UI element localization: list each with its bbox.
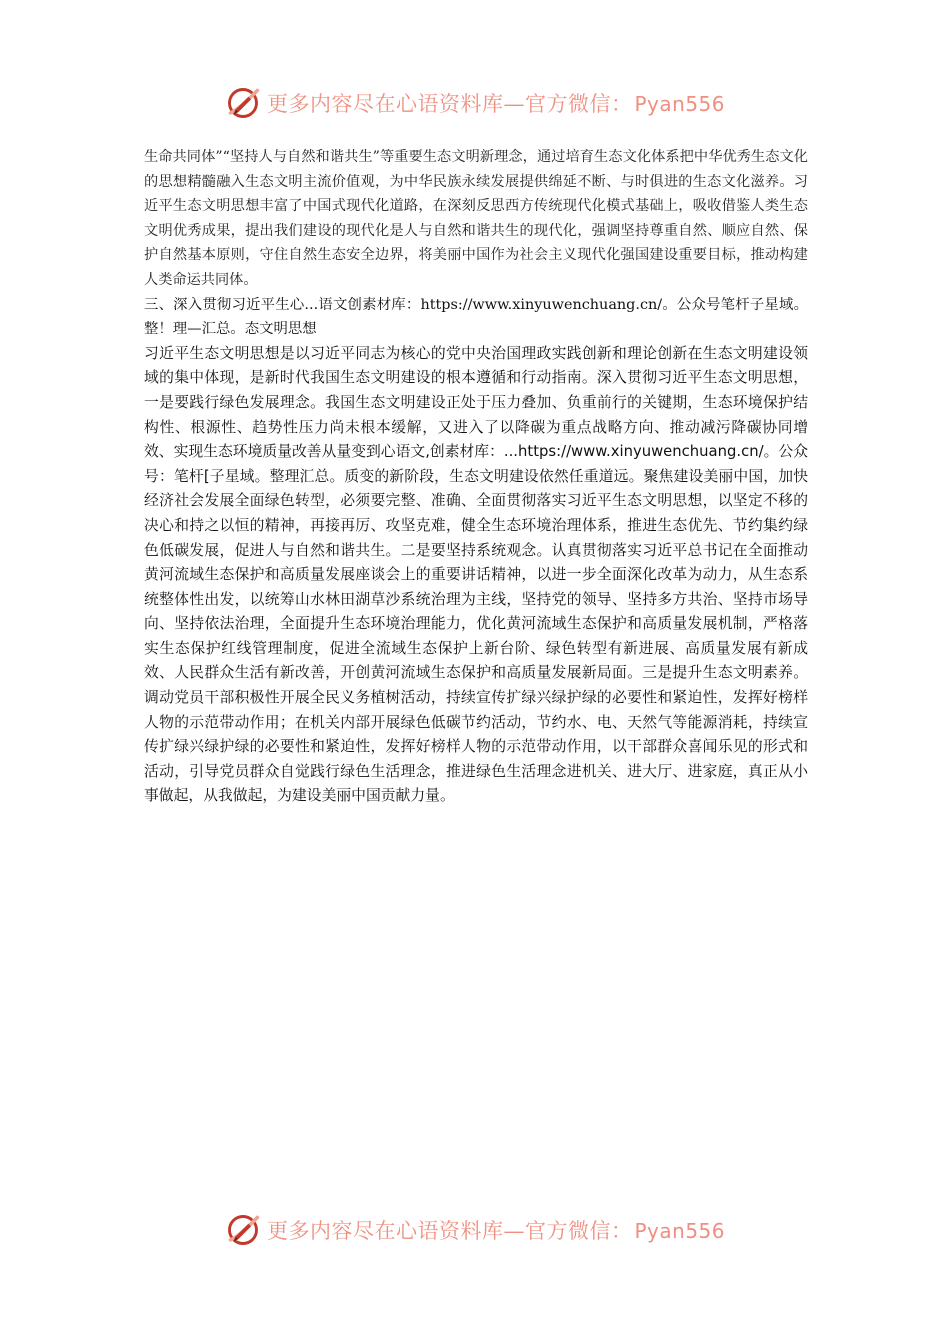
- document-body: [144, 145, 808, 809]
- pen-circle-logo-icon: [225, 1212, 261, 1248]
- footer-banner-label: 更多内容尽在心语资料库—官方微信：: [266, 1219, 633, 1243]
- paragraph-2: 习近平生态文明思想是以习近平同志为核心的党中央治国理政实践创新和理论创新在生态文明建设领域的集中体现，是新时代我国生态文明建设的根本遵循和行动指南。深入贯彻习近平生态文明思想，一是要践行绿色发展理念。我国生态文明建设正处于压力叠加、负重前行的关键期，生态环境保护结构性、根源性、趋势性压力尚未根本缓解，又进入了以降碳为重点战略方向、推动减污降碳协同增效、实现生态环境质量改善从量变到心语文,创素材库：...https://www.xinyuwenchuang.cn/。公众号：笔杆[子星域。整理汇总。质变的新阶段，生态文明建设依然任重道远。聚焦建设美丽中国，加快经济社会发展全面绿色转型，必须要完整、准确、全面贯彻落实习近平生态文明思想，以坚定不移的决心和持之以恒的精神，再接再厉、攻坚克难，健全生态环境治理体系，推进生态优先、节约集约绿色低碳发展，促进人与自然和谐共生。二是要坚持系统观念。认真贯彻落实习近平总书记在全面推动黄河流域生态保护和高质量发展座谈会上的重要讲话精神，以进一步全面深化改革为动力，从生态系统整体性出发，以统筹山水林田湖草沙系统治理为主线，坚持党的领导、坚持多方共治、坚持市场导向、坚持依法治理，全面提升生态环境治理能力，优化黄河流域生态保护和高质量发展机制，严格落实生态保护红线管理制度，促进全流域生态保护上新台阶、绿色转型有新进展、高质量发展有新成效、人民群众生活有新改善，开创黄河流域生态保护和高质量发展新局面。三是提升生态文明素养。调动党员干部积极性开展全民义务植树活动，持续宣传扩绿兴绿护绿的必要性和紧迫性，发挥好榜样人物的示范带动作用；在机关内部开展绿色低碳节约活动，节约水、电、天然气等能源消耗，持续宣传扩绿兴绿护绿的必要性和紧迫性，发挥好榜样人物的示范带动作用，以干部群众喜闻乐见的形式和活动，引导党员群众自觉践行绿色生活理念，推进绿色生活理念进机关、进大厅、进家庭，真正从小事做起，从我做起，为建设美丽中国贡献力量。: [144, 344, 808, 805]
- footer-banner: [0, 1210, 950, 1250]
- header-wechat-id: Pyan556: [634, 92, 725, 116]
- footer-banner-text: [267, 1215, 725, 1245]
- paragraph-1: 生命共同体”“坚持人与自然和谐共生”等重要生态文明新理念，通过培育生态文化体系把中华优秀生态文化的思想精髓融入生态文明主流价值观，为中华民族永续发展提供绵延不断、与时俱进的生态文化滋养。习近平生态文明思想丰富了中国式现代化道路，在深刻反思西方传统现代化模式基础上，吸收借鉴人类生态文明优秀成果，提出我们建设的现代化是人与自然和谐共生的现代化，强调坚持尊重自然、顺应自然、保护自然基本原则，守住自然生态安全边界，将美丽中国作为社会主义现代化强国建设重要目标，推动构建人类命运共同体。: [144, 149, 808, 288]
- header-banner-label: 更多内容尽在心语资料库—官方微信：: [266, 92, 633, 116]
- header-banner-text: [267, 88, 725, 118]
- header-banner: [0, 83, 950, 123]
- pen-circle-logo-icon: [225, 85, 261, 121]
- section-heading: 三、深入贯彻习近平生心...语文创素材库：https://www.xinyuwenchuang.cn/。公众号笔杆子星域。整！理—汇总。态文明思想: [144, 296, 808, 338]
- footer-wechat-id: Pyan556: [634, 1219, 725, 1243]
